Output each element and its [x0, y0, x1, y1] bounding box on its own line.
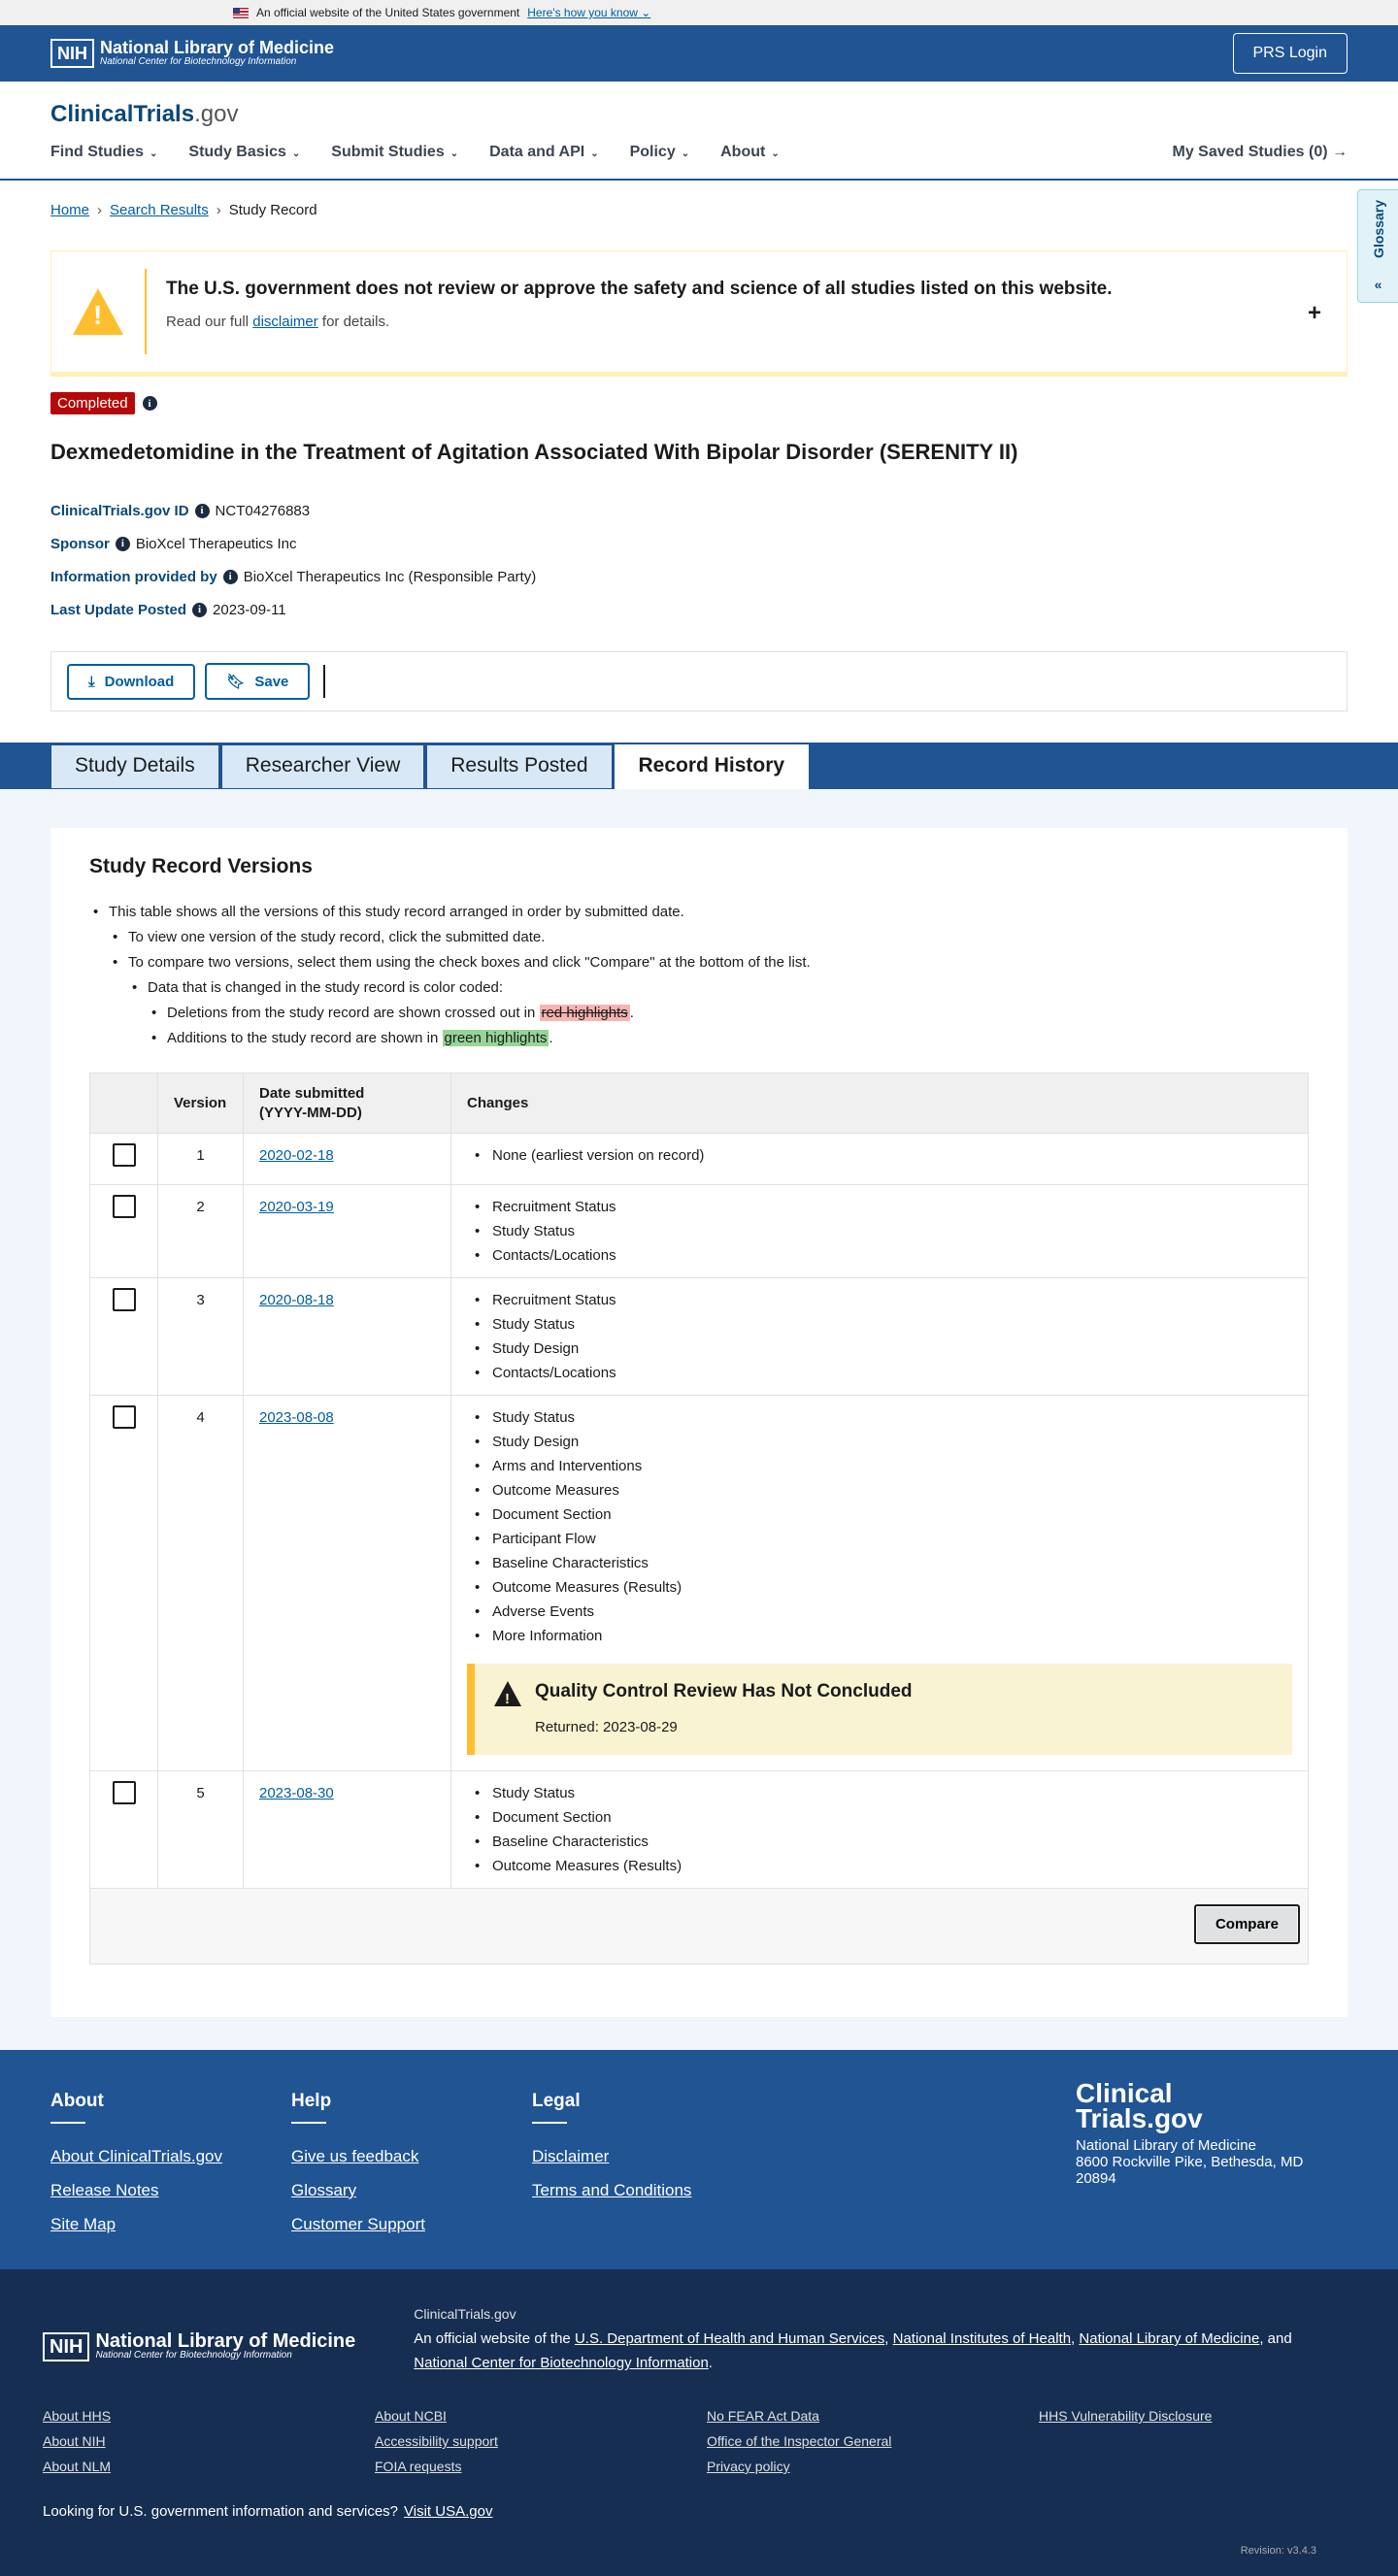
footer-link[interactable]: About NIH: [43, 2433, 106, 2449]
footer-ct-logo[interactable]: Clinical Trials.gov: [1076, 2078, 1203, 2133]
study-title: Dexmedetomidine in the Treatment of Agitation Associated With Bipolar Disorder (SERENITY II): [50, 440, 1018, 464]
nct-id-label: ClinicalTrials.gov ID: [50, 502, 189, 519]
list-item: • Arms and Interventions: [467, 1454, 1292, 1478]
disclaimer-title: The U.S. government does not review or approve the safety and science of all studies listed on this website.: [166, 279, 1113, 299]
version-number: 4: [158, 1396, 244, 1771]
version-column-header: Version: [158, 1073, 244, 1134]
nav-policy[interactable]: Policy ⌄: [629, 144, 690, 160]
disclaimer-alert: [50, 250, 1348, 377]
list-item: • Deletions from the study record are shown crossed out in red highlights .: [148, 1001, 1309, 1026]
nih-logo-box: NIH: [50, 39, 94, 68]
version-number: 5: [158, 1771, 244, 1889]
footer-link[interactable]: About NCBI: [375, 2408, 447, 2424]
footer-nlm-logo[interactable]: NIH National Library of Medicine National Center for Biotechnology Information: [43, 2318, 355, 2375]
list-item: • Study Status: [467, 1219, 1292, 1243]
tab-researcher-view[interactable]: Researcher View: [221, 744, 425, 789]
footer-link[interactable]: Site Map: [50, 2215, 116, 2233]
status-badge: Completed: [50, 392, 135, 414]
nav-about[interactable]: About ⌄: [720, 144, 780, 160]
list-item: • None (earliest version on record): [467, 1143, 1292, 1168]
list-item: • Data that is changed in the study record is color coded:: [128, 975, 1309, 1001]
version-number: 3: [158, 1278, 244, 1396]
table-row: [90, 1134, 1309, 1185]
footer-link[interactable]: Give us feedback: [291, 2147, 419, 2165]
nih-link[interactable]: National Institutes of Health: [892, 2330, 1072, 2347]
footer-legal-heading: Legal: [532, 2091, 773, 2124]
footer-link[interactable]: Disclaimer: [532, 2147, 610, 2165]
footer-link[interactable]: Accessibility support: [375, 2433, 498, 2449]
expand-plus-icon[interactable]: +: [1307, 300, 1321, 326]
list-item: • Document Section: [467, 1805, 1292, 1830]
list-item: • This table shows all the versions of this study record arranged in order by submitted date.: [89, 900, 1309, 925]
version-checkbox[interactable]: [113, 1405, 136, 1429]
nlm-name: National Library of Medicine: [100, 38, 335, 57]
list-item: • More Information: [467, 1624, 1292, 1648]
footer-link[interactable]: About ClinicalTrials.gov: [50, 2147, 222, 2165]
glossary-label: Glossary: [1370, 200, 1386, 258]
gov-banner-text: An official website of the United States government: [256, 6, 520, 19]
record-history-card: [50, 828, 1348, 2017]
hhs-link[interactable]: U.S. Department of Health and Human Services: [574, 2330, 885, 2347]
footer-about-heading: About: [50, 2091, 291, 2124]
footer-link[interactable]: Customer Support: [291, 2215, 425, 2233]
changes-list: [467, 1288, 1292, 1385]
list-item: • Contacts/Locations: [467, 1361, 1292, 1385]
table-row: [90, 1396, 1309, 1771]
footer-link[interactable]: HHS Vulnerability Disclosure: [1039, 2408, 1213, 2424]
clinicaltrials-logo[interactable]: ClinicalTrials.gov: [50, 101, 239, 127]
last-update-value: 2023-09-11: [213, 601, 286, 618]
footer-address: 8600 Rockville Pike, Bethesda, MD: [1076, 2154, 1304, 2170]
nlm-link[interactable]: National Library of Medicine: [1079, 2330, 1260, 2347]
last-update-label: Last Update Posted: [50, 601, 187, 618]
nav-study-basics[interactable]: Study Basics ⌄: [188, 144, 301, 160]
footer-link[interactable]: Release Notes: [50, 2181, 159, 2199]
list-item: • Study Status: [467, 1312, 1292, 1337]
footer-policy-links: [43, 2408, 1355, 2474]
how-you-know-link[interactable]: Here's how you know ⌄: [527, 6, 651, 19]
bookmark-icon: 🔖︎: [226, 674, 246, 690]
saved-studies-link[interactable]: My Saved Studies (0) →: [1172, 144, 1348, 160]
save-button[interactable]: 🔖︎ Save: [205, 663, 310, 700]
breadcrumb: [50, 181, 1348, 250]
study-tabs: [0, 743, 1398, 789]
table-row: [90, 1771, 1309, 1889]
footer-address: National Library of Medicine: [1076, 2137, 1256, 2154]
prs-login-button[interactable]: PRS Login: [1233, 33, 1348, 74]
download-icon: ⤓: [88, 673, 95, 690]
version-date-link[interactable]: 2020-08-18: [259, 1292, 334, 1308]
version-number: 1: [158, 1134, 244, 1185]
list-item: • Additions to the study record are shown in green highlights .: [148, 1026, 1309, 1051]
info-icon[interactable]: i: [195, 504, 210, 518]
footer-top: [0, 2050, 1398, 2269]
changes-list: [467, 1781, 1292, 1878]
ncbi-name: National Center for Biotechnology Information: [100, 56, 297, 67]
changes-list: [467, 1143, 1292, 1168]
tab-results-posted[interactable]: Results Posted: [426, 744, 612, 789]
nav-find-studies[interactable]: Find Studies ⌄: [50, 144, 158, 160]
select-column-header: [90, 1073, 158, 1134]
table-row: [90, 1185, 1309, 1278]
usa-gov-line: Looking for U.S. government information and services? Visit USA.gov: [43, 2503, 493, 2520]
version-date-link[interactable]: 2020-02-18: [259, 1147, 334, 1164]
qc-alert: [467, 1664, 1292, 1755]
version-date-link[interactable]: 2020-03-19: [259, 1199, 334, 1215]
version-checkbox[interactable]: [113, 1288, 136, 1311]
breadcrumb-current: Study Record: [228, 202, 317, 218]
table-row: [90, 1278, 1309, 1396]
green-highlight-sample: green highlights: [444, 1030, 548, 1046]
ct-header: [0, 82, 1398, 181]
nlm-logo[interactable]: [50, 39, 334, 68]
date-column-header: Date submitted (YYYY-MM-DD): [244, 1073, 451, 1134]
provided-by-value: BioXcel Therapeutics Inc (Responsible Party): [243, 568, 537, 585]
changes-list: [467, 1405, 1292, 1648]
footer-link[interactable]: About NLM: [43, 2459, 112, 2474]
list-item: • Outcome Measures (Results): [467, 1854, 1292, 1878]
footer-bottom: [0, 2269, 1398, 2576]
chevron-right-icon: ›: [216, 202, 221, 218]
breadcrumb-search-results[interactable]: Search Results: [110, 202, 209, 218]
footer-link[interactable]: No FEAR Act Data: [707, 2408, 819, 2424]
compare-button[interactable]: Compare: [1194, 1904, 1300, 1944]
list-item: • Adverse Events: [467, 1600, 1292, 1624]
divider: [323, 665, 325, 698]
arrow-right-icon: →: [1332, 144, 1348, 160]
footer-link[interactable]: Office of the Inspector General: [707, 2433, 892, 2449]
disclaimer-link[interactable]: disclaimer: [252, 314, 318, 330]
action-bar: [50, 651, 1348, 711]
ncbi-link[interactable]: National Center for Biotechnology Information: [414, 2355, 709, 2371]
version-checkbox[interactable]: [113, 1195, 136, 1218]
provided-by-label: Information provided by: [50, 568, 217, 585]
list-item: • Participant Flow: [467, 1527, 1292, 1551]
revision-label: Revision: v3.4.3: [1240, 2545, 1316, 2557]
chevron-right-icon: ›: [97, 202, 103, 218]
list-item: • Document Section: [467, 1503, 1292, 1527]
history-heading: Study Record Versions: [89, 855, 313, 877]
list-item: • Study Status: [467, 1781, 1292, 1805]
footer-link[interactable]: Terms and Conditions: [532, 2181, 692, 2199]
version-number: 2: [158, 1185, 244, 1278]
version-date-link[interactable]: 2023-08-30: [259, 1785, 334, 1801]
list-item: • Recruitment Status: [467, 1195, 1292, 1219]
list-item: • Baseline Characteristics: [467, 1830, 1292, 1854]
breadcrumb-home[interactable]: Home: [50, 202, 90, 218]
nav-data-api[interactable]: Data and API ⌄: [489, 144, 599, 160]
main-nav: [50, 144, 1348, 161]
history-instructions: [89, 900, 1309, 1051]
warning-icon: !: [73, 288, 123, 335]
disclaimer-text: Read our full disclaimer for details.: [166, 314, 390, 330]
list-item: • Recruitment Status: [467, 1288, 1292, 1312]
info-icon[interactable]: i: [143, 396, 157, 411]
footer-link[interactable]: Privacy policy: [707, 2459, 790, 2474]
list-item: • Outcome Measures: [467, 1478, 1292, 1503]
footer-address: 20894: [1076, 2170, 1116, 2187]
warning-icon: !: [494, 1681, 521, 1706]
download-button[interactable]: ⤓ Download: [67, 664, 195, 700]
footer-official-text: ClinicalTrials.gov An official website of the U.S. Department of Health and Human Services, National Institutes of Health, National Library of Medicine, and National Center for Biotechnology Information.: [414, 2306, 1292, 2371]
red-highlight-sample: red highlights: [541, 1005, 628, 1021]
versions-table: [89, 1073, 1309, 1965]
version-checkbox[interactable]: [113, 1781, 136, 1804]
double-chevron-left-icon: «: [1374, 277, 1382, 292]
info-icon[interactable]: i: [223, 570, 238, 584]
list-item: • Study Design: [467, 1430, 1292, 1454]
list-item: • Contacts/Locations: [467, 1243, 1292, 1268]
footer-brand: [1076, 2078, 1304, 2187]
version-checkbox[interactable]: [113, 1143, 136, 1167]
nih-header: [0, 25, 1398, 82]
list-item: • Baseline Characteristics: [467, 1551, 1292, 1575]
nav-submit-studies[interactable]: Submit Studies ⌄: [331, 144, 459, 160]
list-item: • Outcome Measures (Results): [467, 1575, 1292, 1600]
sponsor-label: Sponsor: [50, 535, 110, 552]
nct-id-value: NCT04276883: [215, 502, 311, 519]
list-item: • To compare two versions, select them using the check boxes and click "Compare" at the bottom of the list.: [109, 950, 1309, 975]
gov-banner: [0, 0, 1398, 25]
sponsor-value: BioXcel Therapeutics Inc: [135, 535, 297, 552]
qc-title: Quality Control Review Has Not Concluded: [535, 1681, 913, 1701]
footer-help-heading: Help: [291, 2091, 532, 2124]
footer-link[interactable]: FOIA requests: [375, 2459, 462, 2474]
list-item: • Study Design: [467, 1337, 1292, 1361]
version-date-link[interactable]: 2023-08-08: [259, 1409, 334, 1426]
study-meta: [50, 494, 1348, 626]
list-item: • To view one version of the study record, click the submitted date.: [109, 925, 1309, 950]
footer-link[interactable]: Glossary: [291, 2181, 357, 2199]
info-icon[interactable]: i: [116, 537, 130, 551]
usa-gov-link[interactable]: Visit USA.gov: [404, 2503, 493, 2520]
changes-list: [467, 1195, 1292, 1268]
list-item: • Study Status: [467, 1405, 1292, 1430]
tab-record-history[interactable]: Record History: [615, 744, 810, 789]
info-icon[interactable]: i: [192, 603, 207, 617]
us-flag-icon: [233, 8, 249, 18]
tab-study-details[interactable]: Study Details: [50, 744, 219, 789]
glossary-tab[interactable]: [1357, 189, 1398, 303]
changes-column-header: Changes: [451, 1073, 1309, 1134]
qc-returned: Returned: 2023-08-29: [535, 1719, 678, 1735]
compare-row: [90, 1889, 1309, 1965]
footer-link[interactable]: About HHS: [43, 2408, 112, 2424]
